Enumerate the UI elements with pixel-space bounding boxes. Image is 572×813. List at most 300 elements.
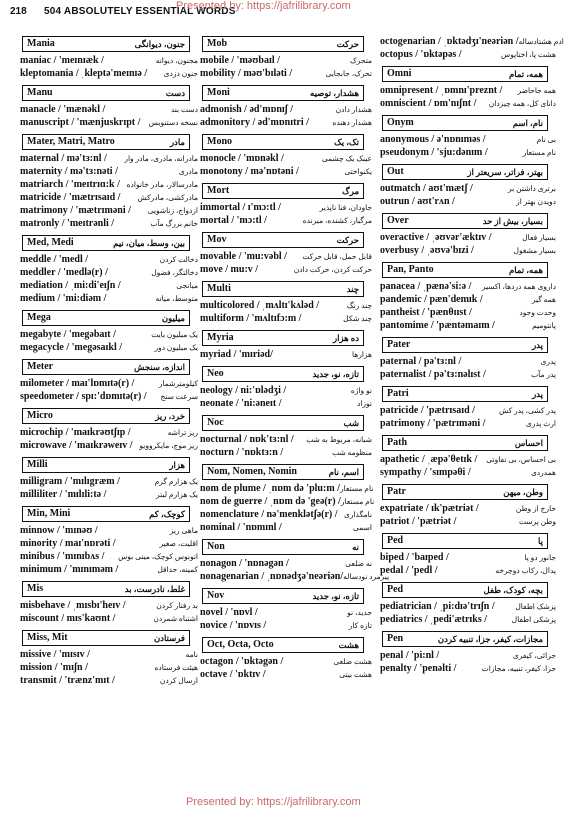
word-entry (380, 85, 556, 98)
root-title: Min, Mini (27, 508, 71, 519)
root-header (202, 281, 364, 297)
word-term: medium / 'mi:diəm / (20, 293, 107, 304)
root-group (200, 134, 372, 179)
word-entry (200, 620, 372, 633)
word-translation: پدر کشی، پدر کش (499, 406, 556, 415)
word-translation: جزا، کیفر، تنبیه، مجازات (481, 664, 556, 673)
word-entry (20, 649, 198, 662)
word-term: mobility / məʊ'bɪləti / (200, 68, 293, 79)
word-entry (200, 522, 372, 535)
word-translation: خانم بزرگ مآب (150, 219, 198, 228)
word-term: admonish / əd'mɒnɪʃ / (200, 104, 294, 115)
root-title: Patr (387, 486, 406, 497)
root-group (200, 415, 372, 460)
word-entry (200, 117, 372, 130)
word-term: minimum / 'mɪnɪməm / (20, 564, 119, 575)
root-title: Moni (207, 87, 230, 98)
word-term: outmatch / aʊt'mætʃ / (380, 183, 473, 194)
word-entry (20, 153, 198, 166)
word-entry (20, 280, 198, 293)
word-entry (380, 49, 556, 62)
word-translation: منظومه شب (332, 448, 372, 457)
word-term: manuscript / 'mænjuskrɪpt / (20, 117, 141, 128)
root-title: Patri (387, 388, 409, 399)
word-translation: دانای کل، همه چیزدان (488, 99, 556, 108)
word-translation: چند شکل (343, 314, 372, 323)
root-header (22, 134, 190, 150)
word-term: paternal / pə'tɜ:nl / (380, 356, 462, 367)
page-number: 218 (10, 6, 27, 17)
root-group (380, 631, 556, 676)
word-term: octogenarian / ˌɒktədʒɪ'neəriən / (380, 36, 519, 47)
word-translation: بد رفتار کردن (156, 601, 198, 610)
word-term: immortal / ɪ'mɔ:tl / (200, 202, 281, 213)
word-translation: متحرک (350, 56, 372, 65)
root-title: Omni (387, 68, 412, 79)
word-term: sympathy / 'sɪmpəθi / (380, 467, 471, 478)
word-translation: مادرانه، مادری، مادر وار (124, 154, 198, 163)
root-header (202, 330, 364, 346)
word-translation: جاودان، فنا ناپذیر (319, 203, 372, 212)
word-entry (380, 320, 556, 333)
root-title: Ped (387, 535, 404, 546)
word-entry (20, 267, 198, 280)
root-title: Pen (387, 633, 404, 644)
word-entry (380, 369, 556, 382)
word-translation: یکنواختی (344, 167, 372, 176)
word-term: mobile / 'məʊbaɪl / (200, 55, 280, 66)
word-term: mediation / ˌmi:di'eɪʃn / (20, 280, 121, 291)
word-entry (200, 483, 372, 496)
watermark-top: Presented by: https://jafrilibrary.com (176, 0, 351, 12)
word-entry (380, 565, 556, 578)
word-entry (20, 564, 198, 577)
word-entry (380, 245, 556, 258)
word-translation: ریز موج، مایکروویو (139, 441, 198, 450)
root-group (200, 232, 372, 277)
word-term: nom de plume / ˌnɒm də 'plu:m / (200, 483, 340, 494)
word-entry (20, 205, 198, 218)
word-translation: هشت ضلعی (333, 657, 372, 666)
word-translation: بسیار فعال (522, 233, 556, 242)
word-entry (20, 254, 198, 267)
word-entry (380, 614, 556, 627)
root-meaning: بسیار، بیش از حد (482, 216, 543, 226)
root-meaning: پدر (532, 389, 543, 399)
word-entry (20, 551, 198, 564)
word-entry (200, 656, 372, 669)
word-term: overactive / ˌəʊvər'æktɪv / (380, 232, 492, 243)
word-entry (380, 147, 556, 160)
root-title: Non (207, 541, 225, 552)
root-group (200, 36, 372, 81)
root-title: Mega (27, 312, 51, 323)
word-translation: مادرسالار، مادر خانواده (126, 180, 198, 189)
word-translation: نه ضلعی (345, 559, 372, 568)
word-entry (200, 313, 372, 326)
root-title: Mov (207, 234, 227, 245)
root-meaning: مادر (169, 137, 185, 147)
word-translation: هشت بیتی (339, 670, 372, 679)
word-entry (380, 307, 556, 320)
word-entry (380, 516, 556, 529)
word-entry (200, 300, 372, 313)
root-header (382, 213, 548, 229)
word-entry (200, 669, 372, 682)
word-term: patriot / 'pætriət / (380, 516, 457, 527)
root-title: Mono (207, 136, 232, 147)
word-translation: پزشک اطفال (515, 602, 556, 611)
root-header (202, 36, 364, 52)
word-entry (200, 496, 375, 509)
word-entry (380, 405, 556, 418)
root-header (22, 310, 190, 326)
root-group (380, 435, 556, 480)
word-term: pantheist / 'pænθɪɪst / (380, 307, 472, 318)
root-meaning: حرکت (336, 39, 359, 49)
word-entry (20, 662, 198, 675)
word-entry (380, 552, 556, 565)
word-term: matrimony / 'mætrɪməni / (20, 205, 131, 216)
root-header (382, 115, 548, 131)
root-group (20, 359, 198, 404)
word-term: omnipresent / ˌɒmnɪ'preznt / (380, 85, 503, 96)
word-term: minority / maɪ'nɒrəti / (20, 538, 116, 549)
word-term: milometer / maɪ'lɒmɪtə(r) / (20, 378, 135, 389)
word-entry (20, 179, 198, 192)
word-translation: خارج از وطن (515, 504, 556, 513)
root-meaning: غلط، نادرست، بد (124, 584, 185, 594)
word-term: microchip / 'maɪkrəʊtʃɪp / (20, 427, 131, 438)
root-header (22, 36, 190, 52)
root-header (382, 533, 548, 549)
root-group (20, 506, 198, 577)
root-group (380, 262, 556, 333)
word-entry (380, 601, 556, 614)
root-meaning: اسم، نام (328, 467, 359, 477)
root-header (22, 359, 190, 375)
running-title: 504 ABSOLUTELY ESSENTIAL WORDS (44, 6, 236, 17)
root-header (382, 435, 548, 451)
root-group (380, 484, 556, 529)
root-header (202, 134, 364, 150)
root-group (20, 36, 198, 81)
word-term: move / mu:v / (200, 264, 259, 275)
word-term: apathetic / ˌæpə'θetɪk / (380, 454, 478, 465)
word-entry (20, 378, 198, 391)
word-term: mission / 'mɪʃn / (20, 662, 88, 673)
word-entry (380, 98, 556, 111)
word-term: miscount / mɪs'kaʊnt / (20, 613, 116, 624)
word-translation: ارسال کردن (159, 676, 198, 685)
root-header (382, 582, 548, 598)
column-right (380, 36, 564, 680)
root-meaning: هشدار، توصیه (310, 88, 359, 98)
root-meaning: شب (343, 418, 359, 428)
word-entry (380, 196, 556, 209)
word-entry (20, 675, 198, 688)
root-header (382, 484, 548, 500)
word-translation: دست بند (170, 105, 198, 114)
word-translation: هشت پا، اختاپوس (501, 50, 556, 59)
root-title: Mania (27, 38, 55, 49)
word-term: monotony / mə'nɒtəni / (200, 166, 299, 177)
root-meaning: دست (165, 88, 185, 98)
root-meaning: حرکت (336, 235, 359, 245)
word-translation: یک هزارم لیتر (156, 490, 198, 499)
word-term: pseudonym / 'sju:dənɪm / (380, 147, 488, 158)
word-entry (20, 538, 198, 551)
word-translation: جنون دزدی (163, 69, 198, 78)
word-term: nonagon / 'nɒnəgən / (200, 558, 289, 569)
word-entry (380, 134, 556, 147)
word-term: multicolored / ˌmʌltɪ'kʌləd / (200, 300, 320, 311)
word-term: manacle / 'mænəkl / (20, 104, 106, 115)
root-group (20, 581, 198, 626)
root-group (380, 36, 564, 62)
root-meaning: میلیون (161, 313, 185, 323)
word-entry (20, 613, 198, 626)
word-translation: دخالتگر، فضول (151, 268, 198, 277)
word-translation: مادرکشی، مادرکش (137, 193, 198, 202)
root-header (22, 235, 190, 251)
word-term: milligram / 'mɪlɪgræm / (20, 476, 120, 487)
word-translation: اسمی (353, 523, 372, 532)
word-term: maternity / mə'tɜ:nəti / (20, 166, 118, 177)
word-term: penalty / 'penəlti / (380, 663, 457, 674)
word-entry (20, 476, 198, 489)
root-title: Multi (207, 283, 231, 294)
word-translation: نامه (185, 650, 198, 659)
root-title: Nov (207, 590, 225, 601)
root-group (20, 408, 198, 453)
word-translation: بی احساس، بی تفاوتی (486, 455, 556, 464)
word-term: outrun / aʊt'rʌn / (380, 196, 455, 207)
root-group (20, 457, 198, 502)
word-translation: عینک یک چشمی (321, 154, 372, 163)
root-header (202, 415, 364, 431)
word-entry (380, 356, 556, 369)
word-term: monocle / 'mɒnəkl / (200, 153, 284, 164)
root-meaning: پدر (532, 340, 543, 350)
word-translation: بسیار مشغول (513, 246, 556, 255)
word-term: pantomime / 'pæntəmaɪm / (380, 320, 495, 331)
word-term: nocturn / 'nɒktɜ:n / (200, 447, 284, 458)
word-term: matronly / 'meɪtrənli / (20, 218, 115, 229)
root-header (22, 408, 190, 424)
root-group (20, 235, 198, 306)
word-entry (20, 342, 198, 355)
word-term: multiform / 'mʌltɪfɔ:m / (200, 313, 302, 324)
root-group (20, 134, 198, 231)
root-meaning: بهتر، فراتر، سریعتر از (467, 167, 543, 177)
root-title: Milli (27, 459, 48, 470)
word-entry (20, 117, 198, 130)
root-title: Oct, Octa, Octo (207, 639, 274, 650)
word-translation: هیئت فرستاده (154, 663, 198, 672)
word-translation: شبانه، مربوط به شب (306, 435, 372, 444)
word-entry (200, 202, 372, 215)
root-group (380, 213, 556, 258)
root-meaning: پا (538, 536, 543, 546)
word-term: admonitory / əd'mɒnɪtri / (200, 117, 309, 128)
word-translation: جدید، نو (347, 608, 372, 617)
word-entry (20, 218, 198, 231)
word-term: octopus / 'ɒktəpəs / (380, 49, 462, 60)
word-term: omniscient / ɒm'nɪʃnt / (380, 98, 477, 109)
root-group (200, 85, 372, 130)
word-translation: پیرمرد نودساله (343, 572, 390, 581)
column-left (20, 36, 198, 692)
root-title: Path (387, 437, 407, 448)
word-entry (200, 398, 372, 411)
word-translation: نام مستعار (340, 497, 375, 506)
root-header (202, 588, 364, 604)
word-term: mortal / 'mɔ:tl / (200, 215, 267, 226)
root-group (200, 464, 375, 535)
word-entry (200, 607, 372, 620)
word-translation: پدر مآب (531, 370, 556, 379)
word-term: pandemic / pæn'demɪk / (380, 294, 483, 305)
word-entry (200, 509, 372, 522)
root-header (202, 85, 364, 101)
word-translation: هزارها (351, 350, 372, 359)
word-translation: سرعت سنج (160, 392, 198, 401)
word-term: microwave / 'maɪkrəweɪv / (20, 440, 133, 451)
word-entry (200, 558, 372, 571)
word-entry (200, 166, 372, 179)
root-meaning: تک، یک (334, 137, 359, 147)
root-group (200, 330, 372, 362)
root-group (380, 386, 556, 431)
word-translation: چند رنگ (346, 301, 372, 310)
root-title: Onym (387, 117, 414, 128)
word-entry (380, 503, 556, 516)
root-meaning: احساس (514, 438, 543, 448)
root-title: Mort (207, 185, 230, 196)
word-translation: پانتومیم (532, 321, 556, 330)
word-term: octave / 'ɒktɪv / (200, 669, 266, 680)
word-translation: دخالت کردن (159, 255, 198, 264)
root-group (200, 637, 372, 682)
word-entry (380, 232, 556, 245)
root-title: Med, Medi (27, 237, 74, 248)
word-entry (20, 68, 198, 81)
word-term: meddler / 'medlə(r) / (20, 267, 108, 278)
word-term: minibus / 'mɪnɪbʌs / (20, 551, 105, 562)
word-translation: ریز تراشه (167, 428, 198, 437)
word-translation: میانجی (176, 281, 198, 290)
word-translation: حرکت کردن، حرکت دادن (293, 265, 372, 274)
word-entry (200, 385, 372, 398)
root-group (200, 183, 372, 228)
root-title: Mis (27, 583, 44, 594)
word-entry (380, 294, 556, 307)
word-term: overbusy / ˌəʊvə'bɪzi / (380, 245, 474, 256)
word-translation: بی نام (536, 135, 556, 144)
word-translation: همه جاحاضر (517, 86, 556, 95)
root-title: Noc (207, 417, 224, 428)
word-term: biped / 'baɪped / (380, 552, 449, 563)
word-translation: برتری داشتن بر (508, 184, 556, 193)
root-group (380, 66, 556, 111)
word-term: neology / ni:'ɒlədʒi / (200, 385, 287, 396)
word-translation: وحدت وجود (519, 308, 556, 317)
column-middle (200, 36, 390, 686)
root-meaning: بین، وسط، میان، نیم (113, 238, 185, 248)
word-translation: تازه کار (348, 621, 372, 630)
root-group (200, 366, 372, 411)
word-entry (20, 391, 198, 404)
root-header (382, 631, 548, 647)
root-meaning: کوچک، کم (149, 509, 185, 519)
root-meaning: همه، تمام (509, 69, 543, 79)
word-translation: پزشکی اطفال (511, 615, 556, 624)
root-meaning: فرستادن (153, 633, 185, 643)
word-entry (200, 55, 372, 68)
root-title: Neo (207, 368, 224, 379)
word-translation: یک میلیون بایت (151, 330, 198, 339)
root-meaning: تازه، نو، جدید (312, 591, 359, 601)
word-translation: هشدار دادن (335, 105, 372, 114)
word-translation: نو واژه (350, 386, 372, 395)
word-term: movable / 'mu:vəbl / (200, 251, 287, 262)
word-term: paternalist / pə'tɜ:nəlɪst / (380, 369, 486, 380)
word-term: milliliter / 'mɪlɪli:tə / (20, 489, 107, 500)
word-term: novice / 'nɒvɪs / (200, 620, 267, 631)
root-group (20, 310, 198, 355)
word-translation: کمینه، حداقل (157, 565, 198, 574)
word-entry (380, 281, 556, 294)
word-translation: هشدار دهنده (332, 118, 372, 127)
word-entry (20, 192, 198, 205)
root-meaning: اندازه، سنجش (134, 362, 185, 372)
word-term: maternal / mə'tɜ:nl / (20, 153, 107, 164)
word-translation: مجنون، دیوانه (155, 56, 198, 65)
root-meaning: ده هزار (332, 333, 359, 343)
word-translation: پدری (540, 357, 556, 366)
word-translation: نسخه دستنویس (148, 118, 198, 127)
root-header (202, 637, 364, 653)
word-entry (200, 251, 372, 264)
word-translation: نام مستعار (339, 484, 374, 493)
word-term: pediatrician / ˌpi:dɪə'trɪʃn / (380, 601, 495, 612)
word-translation: جزائی، کیفری (512, 651, 556, 660)
word-term: nomenclature / nə'menklətʃə(r) / (200, 509, 338, 520)
word-term: matriarch / 'meɪtrɪɑ:k / (20, 179, 120, 190)
root-group (200, 588, 372, 633)
word-term: octagon / 'ɒktəgən / (200, 656, 284, 667)
root-group (380, 582, 556, 627)
word-term: patrimony / 'pætrɪməni / (380, 418, 486, 429)
root-header (202, 464, 364, 480)
word-translation: نامگذاری (343, 510, 372, 519)
root-meaning: مرگ (342, 186, 359, 196)
root-header (202, 183, 364, 199)
root-header (202, 366, 364, 382)
root-title: Mater, Matri, Matro (27, 136, 115, 147)
word-translation: یک میلیون دور (154, 343, 198, 352)
root-header (22, 506, 190, 522)
root-title: Meter (27, 361, 54, 372)
root-title: Mob (207, 38, 227, 49)
word-translation: داروی همه دردها، اکسیر (481, 282, 556, 291)
word-entry (380, 663, 556, 676)
word-term: kleptomania / ˌkleptə'meɪnɪə / (20, 68, 148, 79)
root-group (20, 85, 198, 130)
word-entry (380, 650, 556, 663)
word-entry (200, 153, 372, 166)
